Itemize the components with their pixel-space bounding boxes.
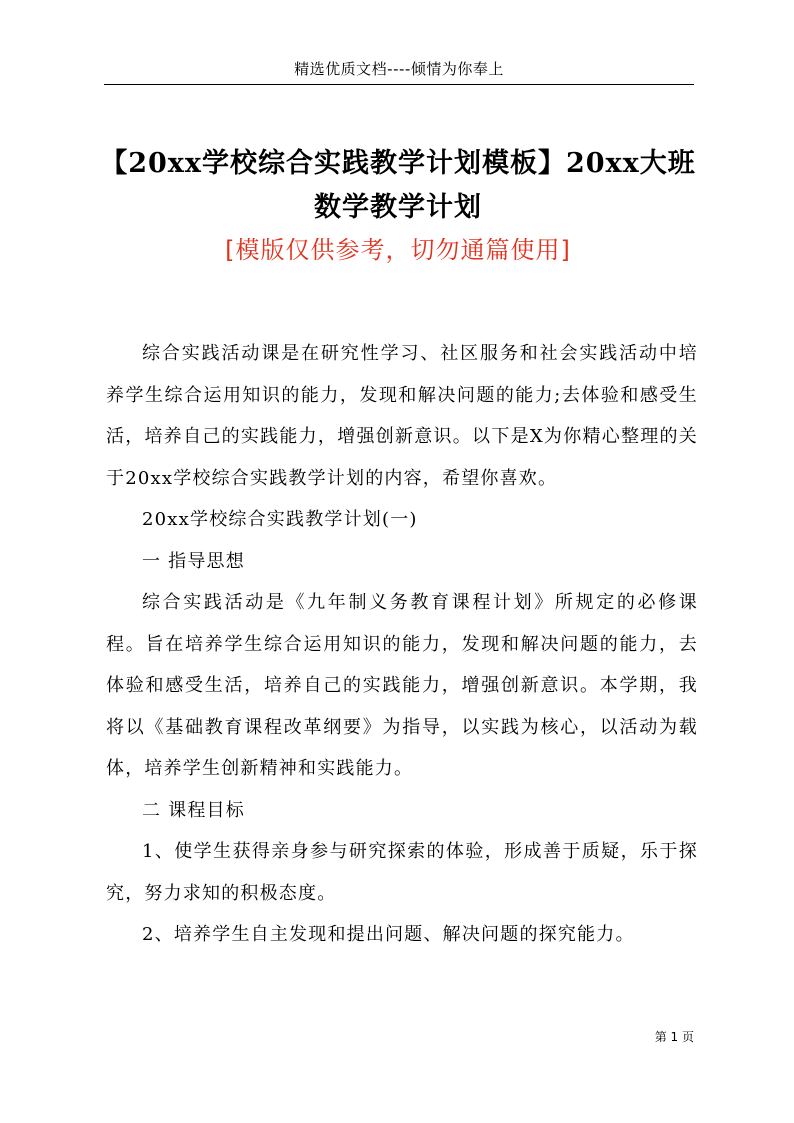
goal-item-1: 1、使学生获得亲身参与研究探索的体验，形成善于质疑，乐于探究，努力求知的积极态度。 (106, 841, 698, 904)
header-divider (104, 84, 694, 85)
document-title: 【20xx学校综合实践教学计划模板】20xx大班数学教学计划 (100, 148, 696, 223)
guiding-thought-paragraph: 综合实践活动是《九年制义务教育课程计划》所规定的必修课程。旨在培养学生综合运用知识的能力，发现和解决问题的能力，去体验和感受生活，培养自己的实践能力，增强创新意识。本学期，我将以《基础教育课程改革纲要》为指导，以实践为核心，以活动为载体，培养学生创新精神和实践能力。 (106, 592, 698, 779)
page-header: 精选优质文档----倾情为你奉上 (294, 60, 504, 78)
template-notice: [模版仅供参考，切勿通篇使用] (225, 236, 571, 264)
section-heading-course-goals: 二 课程目标 (142, 799, 245, 821)
intro-paragraph: 综合实践活动课是在研究性学习、社区服务和社会实践活动中培养学生综合运用知识的能力，发现和解决问题的能力;去体验和感受生活，培养自己的实践能力，增强创新意识。以下是X为你精心整理的关于20xx学校综合实践教学计划的内容，希望你喜欢。 (106, 343, 698, 489)
goal-item-2: 2、培养学生自主发现和提出问题、解决问题的探究能力。 (142, 924, 635, 945)
page-number: 第 1 页 (654, 1030, 694, 1044)
document-body (106, 333, 698, 956)
section-heading-guiding-thought: 一 指导思想 (142, 550, 245, 572)
section-heading-plan-1: 20xx学校综合实践教学计划(一) (142, 509, 418, 530)
